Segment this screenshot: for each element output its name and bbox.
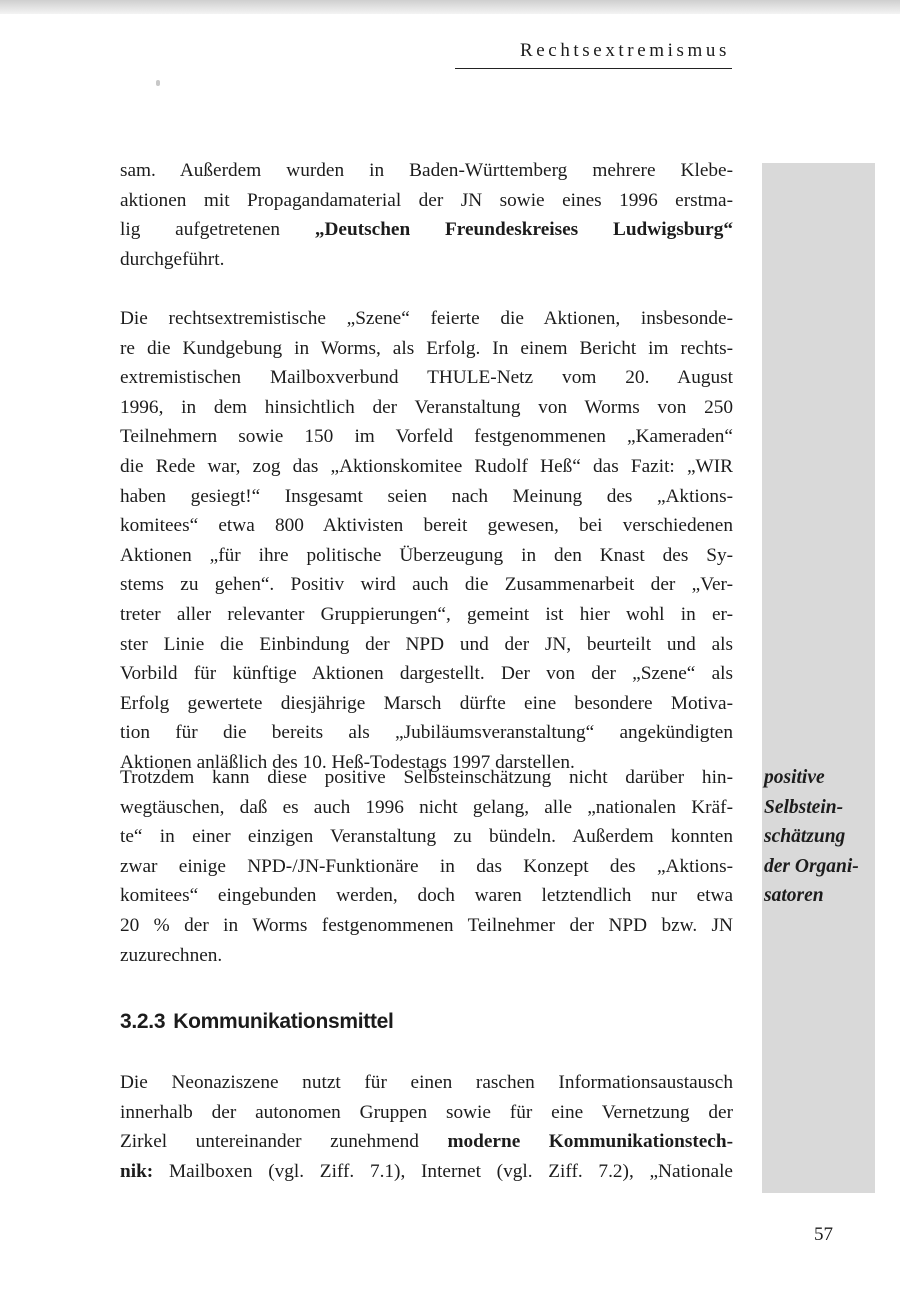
text-line: tion für die bereits als „Jubiläumsveranstaltung“ angekündigten: [120, 722, 733, 744]
text-line: [120, 1157, 733, 1187]
section-heading: [120, 1010, 394, 1034]
margin-shading-bar: [762, 163, 875, 1193]
text-line: [120, 1127, 733, 1157]
text-run: lig aufgetretenen: [120, 219, 315, 241]
marginal-note-line: positive: [764, 767, 825, 788]
text-line: Die rechtsextremistische „Szene“ feierte die Aktionen, insbesonde-: [120, 307, 733, 329]
text-line: die Rede war, zog das „Aktionskomitee Rudolf Heß“ das Fazit: „WIR: [120, 455, 733, 477]
text-block-lower: [120, 1068, 733, 1186]
paragraph-3: [120, 763, 733, 970]
text-line: komitees“ etwa 800 Aktivisten bereit gewesen, bei verschiedenen: [120, 515, 733, 537]
text-line: Die Neonaziszene nutzt für einen raschen Informationsaustausch: [120, 1072, 733, 1093]
text-line: wegtäuschen, daß es auch 1996 nicht gelang, alle „nationalen Kräf-: [120, 796, 733, 818]
text-line: treter aller relevanter Gruppierungen“, gemeint ist hier wohl in er-: [120, 603, 733, 625]
text-line: [120, 215, 733, 245]
running-header: Rechtsextremismus: [519, 40, 730, 61]
marginal-note-line: schätzung: [764, 826, 846, 848]
text-line: extremistischen Mailboxverbund THULE-Netz vom 20. August: [120, 367, 733, 389]
emphasis-term: moderne Kommunikationstech-: [447, 1131, 733, 1153]
text-line: Trotzdem kann diese positive Selbsteinschätzung nicht darüber hin-: [120, 767, 733, 788]
text-run: Mailboxen (vgl. Ziff. 7.1), Internet (vgl. Ziff. 7.2), „Nationale: [153, 1160, 733, 1182]
marginal-note: [764, 763, 884, 911]
paragraph-4: [120, 1068, 733, 1186]
text-line: re die Kundgebung in Worms, als Erfolg. In einem Bericht im rechts-: [120, 337, 733, 359]
text-line: Erfolg gewertete diesjährige Marsch dürfte eine besondere Motiva-: [120, 692, 733, 714]
page-number: 57: [814, 1224, 833, 1245]
text-line: 1996, in dem hinsichtlich der Veranstaltung von Worms von 250: [120, 396, 733, 418]
text-line: Aktionen „für ihre politische Überzeugung in den Knast des Sy-: [120, 544, 733, 566]
text-line: zuzurechnen.: [120, 944, 223, 966]
paragraph-1: [120, 156, 733, 274]
text-block-middle: [120, 763, 733, 970]
text-run: Zirkel untereinander zunehmend: [120, 1131, 448, 1153]
text-line: Teilnehmern sowie 150 im Vorfeld festgenommenen „Kameraden“: [120, 426, 733, 448]
scan-speck: [156, 80, 160, 86]
text-line: sam. Außerdem wurden in Baden-Württemberg mehrere Klebe-: [120, 160, 733, 181]
section-title: Kommunikationsmittel: [173, 1010, 394, 1033]
text-line: ster Linie die Einbindung der NPD und der JN, beurteilt und als: [120, 633, 733, 655]
marginal-note-line: Selbstein-: [764, 796, 844, 818]
text-line: te“ in einer einzigen Veranstaltung zu bündeln. Außerdem konnten: [120, 826, 733, 848]
marginal-note-line: der Organi-: [764, 855, 859, 877]
text-line: 20 % der in Worms festgenommenen Teilnehmer der NPD bzw. JN: [120, 914, 733, 936]
emphasis-term: nik:: [120, 1160, 154, 1182]
text-line: innerhalb der autonomen Gruppen sowie für eine Vernetzung der: [120, 1101, 733, 1123]
text-line: durchgeführt.: [120, 248, 225, 270]
text-line: Vorbild für künftige Aktionen dargestellt. Der von der „Szene“ als: [120, 663, 733, 685]
text-line: Aktionen anläßlich des 10. Heß-Todestags 1997 darstellen.: [120, 751, 575, 773]
text-line: komitees“ eingebunden werden, doch waren letztendlich nur etwa: [120, 885, 733, 907]
text-block-upper: [120, 156, 733, 777]
text-line: stems zu gehen“. Positiv wird auch die Zusammenarbeit der „Ver-: [120, 574, 733, 596]
header-rule: [455, 68, 732, 69]
paragraph-2: [120, 304, 733, 778]
marginal-note-line: satoren: [764, 885, 824, 907]
section-number: 3.2.3: [120, 1010, 166, 1033]
text-line: zwar einige NPD-/JN-Funktionäre in das Konzept des „Aktions-: [120, 855, 733, 877]
emphasis-organisation-name: „Deutschen Freundeskreises Ludwigsburg“: [314, 219, 733, 241]
text-line: haben gesiegt!“ Insgesamt seien nach Meinung des „Aktions-: [120, 485, 733, 507]
text-line: aktionen mit Propagandamaterial der JN sowie eines 1996 erstma-: [120, 189, 733, 211]
scan-top-shadow: [0, 0, 900, 14]
